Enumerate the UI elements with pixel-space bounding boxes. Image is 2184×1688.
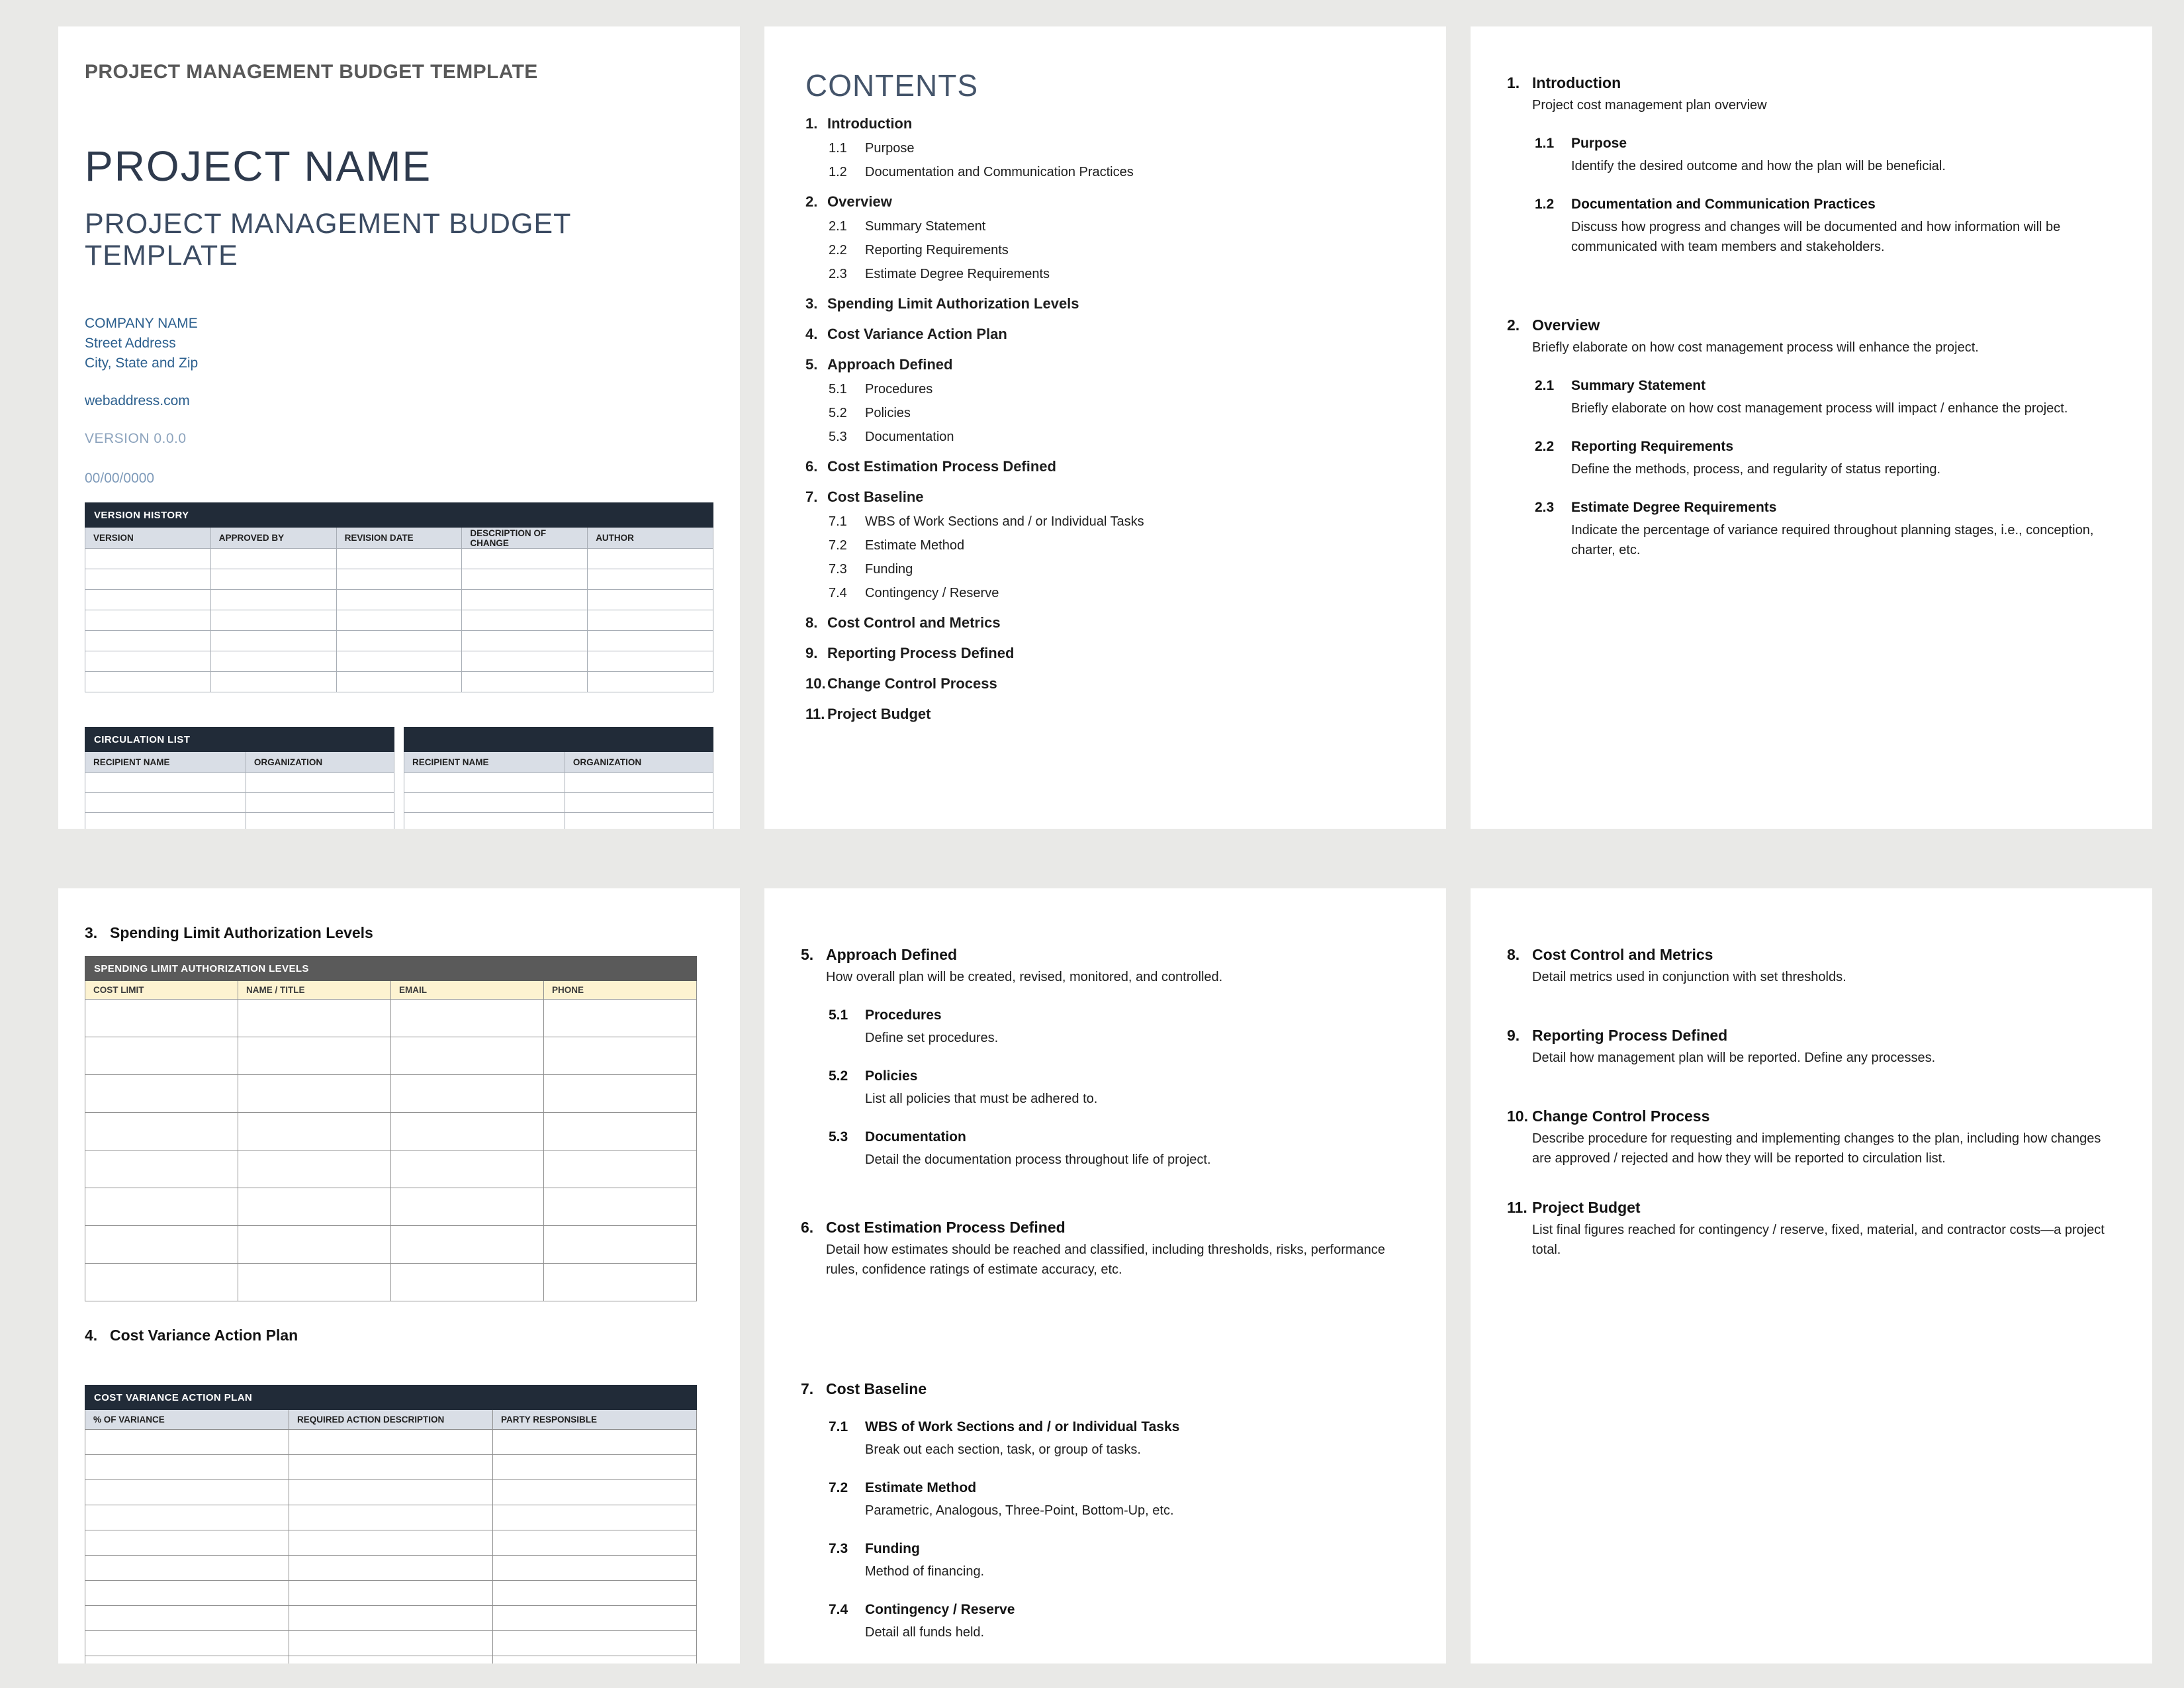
subsection-number: 7.2 xyxy=(829,1480,848,1495)
section-heading xyxy=(1507,945,2113,964)
section-title: Introduction xyxy=(1532,74,1621,91)
subsection-heading xyxy=(829,1600,1400,1620)
subsection-documentation xyxy=(801,1127,1400,1170)
subsection-body: Method of financing. xyxy=(865,1564,985,1579)
toc-item-number: 7. xyxy=(805,489,818,505)
toc-item-number: 5.1 xyxy=(829,382,847,397)
subsection-heading xyxy=(1535,498,2106,518)
column-header: COST LIMIT xyxy=(85,981,238,1000)
column-header: VERSION xyxy=(85,528,211,549)
subsection-estimate-degree-requirements xyxy=(1507,498,2106,560)
version-history-empty-rows xyxy=(85,549,713,692)
version-label: VERSION 0.0.0 xyxy=(85,431,187,446)
page-introduction-overview xyxy=(1471,26,2152,829)
section-number: 8. xyxy=(1507,946,1520,963)
toc-item-label: Estimate Degree Requirements xyxy=(865,267,1050,281)
toc-item[interactable] xyxy=(764,326,1410,343)
subsection-body: Break out each section, task, or group of tasks. xyxy=(865,1442,1141,1457)
subsection-body: Define the methods, process, and regularity of status reporting. xyxy=(1571,462,1941,477)
subsection-heading xyxy=(829,1066,1400,1086)
version-history-title: VERSION HISTORY xyxy=(85,503,713,528)
section-title: Cost Control and Metrics xyxy=(1532,946,1713,963)
toc-item[interactable] xyxy=(764,405,1410,421)
column-header: PARTY RESPONSIBLE xyxy=(493,1410,697,1430)
contents-title: CONTENTS xyxy=(805,68,978,103)
subsection-heading xyxy=(1535,195,2106,214)
section-number: 2. xyxy=(1507,316,1520,334)
subsection-heading xyxy=(1535,376,2106,396)
subsection-body: Identify the desired outcome and how the plan will be beneficial. xyxy=(1571,159,1946,173)
toc-item-number: 8. xyxy=(805,614,818,631)
toc-item-label: Policies xyxy=(865,406,911,420)
toc-item[interactable] xyxy=(764,193,1410,211)
section-number: 7. xyxy=(801,1380,814,1397)
cost-variance-empty-rows xyxy=(85,1430,697,1664)
subsection-number: 2.1 xyxy=(1535,378,1555,393)
toc-item[interactable] xyxy=(764,561,1410,577)
toc-item-number: 2.1 xyxy=(829,219,847,234)
toc-item-number: 2.3 xyxy=(829,267,847,281)
section-number: 10. xyxy=(1507,1107,1528,1125)
column-header: AUTHOR xyxy=(588,528,713,549)
section-heading xyxy=(1507,1025,2113,1045)
subsection-heading xyxy=(829,1417,1400,1437)
column-header: DESCRIPTION OF CHANGE xyxy=(462,528,588,549)
section-introduction xyxy=(1507,73,2106,115)
toc-item-label: Cost Baseline xyxy=(827,489,924,505)
spending-limit-table-title: SPENDING LIMIT AUTHORIZATION LEVELS xyxy=(85,957,697,981)
toc-item[interactable] xyxy=(764,489,1410,506)
toc-item[interactable] xyxy=(764,140,1410,156)
section-heading xyxy=(1507,1106,2113,1126)
subsection-number: 5.2 xyxy=(829,1068,848,1084)
version-history-table xyxy=(85,502,713,692)
web-address: webaddress.com xyxy=(85,393,190,408)
toc-item-label: Introduction xyxy=(827,115,913,132)
toc-item-label: Approach Defined xyxy=(827,356,953,373)
subsection-body: Parametric, Analogous, Three-Point, Bottom-Up, etc. xyxy=(865,1503,1174,1518)
spending-limit-empty-rows xyxy=(85,1000,697,1301)
page-approach-baseline xyxy=(764,888,1446,1664)
section-number: 3. xyxy=(85,924,98,941)
toc-item[interactable] xyxy=(764,266,1410,282)
column-header: PHONE xyxy=(544,981,697,1000)
section-number: 4. xyxy=(85,1327,98,1344)
subsection-contingency-reserve xyxy=(801,1600,1400,1642)
toc-item-label: Procedures xyxy=(865,382,933,397)
subsection-documentation-communication xyxy=(1507,195,2106,257)
toc-item-number: 5.3 xyxy=(829,430,847,444)
section-title: Reporting Process Defined xyxy=(1532,1027,1728,1044)
subsection-purpose xyxy=(1507,134,2106,176)
subsection-procedures xyxy=(801,1006,1400,1048)
subsection-title: WBS of Work Sections and / or Individual Tasks xyxy=(865,1419,1180,1434)
section-change-control xyxy=(1507,1106,2113,1168)
column-header: EMAIL xyxy=(391,981,544,1000)
subsection-title: Policies xyxy=(865,1068,918,1084)
subsection-title: Estimate Degree Requirements xyxy=(1571,500,1777,515)
section-body: Project cost management plan overview xyxy=(1532,98,1767,113)
toc-item-label: Documentation and Communication Practices xyxy=(865,165,1134,179)
toc-item-label: Change Control Process xyxy=(827,675,997,692)
toc-item-number: 1.1 xyxy=(829,141,847,156)
toc-item[interactable] xyxy=(764,538,1410,553)
subsection-number: 7.3 xyxy=(829,1541,848,1556)
column-header: ORGANIZATION xyxy=(565,752,713,773)
toc-item-label: WBS of Work Sections and / or Individual Tasks xyxy=(865,514,1144,529)
circulation-empty-rows xyxy=(85,773,394,829)
toc-item-label: Overview xyxy=(827,193,892,210)
subsection-title: Purpose xyxy=(1571,136,1627,151)
spending-limit-table xyxy=(85,956,697,1301)
section-body: How overall plan will be created, revised, monitored, and controlled. xyxy=(826,970,1223,984)
section-project-budget xyxy=(1507,1197,2113,1260)
column-header: ORGANIZATION xyxy=(246,752,394,773)
section-number: 9. xyxy=(1507,1027,1520,1044)
column-header: REVISION DATE xyxy=(336,528,462,549)
toc-item[interactable] xyxy=(764,429,1410,445)
section-title: Approach Defined xyxy=(826,946,958,963)
toc-item-number: 11. xyxy=(805,706,825,722)
section-number: 5. xyxy=(801,946,814,963)
section-heading xyxy=(801,1379,1400,1399)
toc-item[interactable] xyxy=(764,514,1410,530)
section-body: Detail metrics used in conjunction with set thresholds. xyxy=(1532,970,1846,984)
subsection-body: Define set procedures. xyxy=(865,1031,999,1045)
section-heading xyxy=(801,945,1400,964)
section-body: Describe procedure for requesting and implementing changes to the plan, including how changes are approved / rejected and how they will be reported to circulation list. xyxy=(1532,1131,2101,1166)
subsection-title: Documentation and Communication Practices xyxy=(1571,197,1876,212)
toc-item[interactable] xyxy=(764,295,1410,312)
circulation-title-spacer xyxy=(404,727,713,752)
table-of-contents xyxy=(764,115,1410,723)
project-name-title: PROJECT NAME xyxy=(85,142,432,190)
section-heading xyxy=(1507,73,2106,93)
toc-item-number: 5. xyxy=(805,356,818,373)
subsection-estimate-method xyxy=(801,1478,1400,1521)
section-cost-control-metrics xyxy=(1507,945,2113,987)
toc-item[interactable] xyxy=(764,645,1410,662)
cost-variance-table xyxy=(85,1385,697,1664)
subsection-heading xyxy=(829,1478,1400,1498)
toc-item-label: Cost Variance Action Plan xyxy=(827,326,1007,342)
subsection-heading xyxy=(1535,134,2106,154)
toc-item[interactable] xyxy=(764,585,1410,601)
subsection-funding xyxy=(801,1539,1400,1581)
section-title: Change Control Process xyxy=(1532,1107,1710,1125)
toc-item-number: 2.2 xyxy=(829,243,847,258)
section-title: Cost Estimation Process Defined xyxy=(826,1219,1066,1236)
section-body: Detail how management plan will be reported. Define any processes. xyxy=(1532,1051,1936,1065)
section-title: Overview xyxy=(1532,316,1600,334)
circulation-list xyxy=(85,727,713,829)
column-header: APPROVED BY xyxy=(210,528,336,549)
subsection-heading xyxy=(829,1006,1400,1025)
section-title: Cost Baseline xyxy=(826,1380,927,1397)
section-title: Cost Variance Action Plan xyxy=(110,1327,298,1344)
section-cost-estimation xyxy=(801,1217,1400,1280)
toc-item-label: Summary Statement xyxy=(865,219,986,234)
toc-item-number: 7.4 xyxy=(829,586,847,600)
subsection-title: Funding xyxy=(865,1541,920,1556)
toc-item[interactable] xyxy=(764,115,1410,132)
subsection-heading xyxy=(829,1539,1400,1559)
toc-item-label: Spending Limit Authorization Levels xyxy=(827,295,1079,312)
toc-item[interactable] xyxy=(764,614,1410,632)
subsection-body: Detail the documentation process throughout life of project. xyxy=(865,1152,1211,1167)
subsection-number: 7.1 xyxy=(829,1419,848,1434)
toc-item-label: Documentation xyxy=(865,430,954,444)
toc-item-number: 1.2 xyxy=(829,165,847,179)
subsection-body: Indicate the percentage of variance required throughout planning stages, i.e., conception, charter, etc. xyxy=(1571,523,2094,557)
toc-item-label: Purpose xyxy=(865,141,915,156)
toc-item[interactable] xyxy=(764,242,1410,258)
subsection-title: Documentation xyxy=(865,1129,966,1145)
date-label: 00/00/0000 xyxy=(85,471,155,486)
subsection-heading xyxy=(829,1127,1400,1147)
subsection-body: Detail all funds held. xyxy=(865,1625,985,1640)
toc-item-label: Contingency / Reserve xyxy=(865,586,999,600)
toc-item[interactable] xyxy=(764,706,1410,723)
circulation-empty-rows xyxy=(404,773,713,829)
column-header: NAME / TITLE xyxy=(238,981,391,1000)
city-state-zip: City, State and Zip xyxy=(85,355,199,371)
toc-item[interactable] xyxy=(764,381,1410,397)
toc-item-label: Reporting Requirements xyxy=(865,243,1009,258)
section-reporting-process xyxy=(1507,1025,2113,1068)
section-heading xyxy=(1507,315,2106,335)
template-subtitle: PROJECT MANAGEMENT BUDGET TEMPLATE xyxy=(85,208,571,271)
subsection-number: 2.2 xyxy=(1535,439,1555,454)
section-body: Detail how estimates should be reached and classified, including thresholds, risks, performance rules, confidence ratings of estimate accuracy, etc. xyxy=(826,1243,1385,1277)
toc-item-number: 5.2 xyxy=(829,406,847,420)
column-header: % OF VARIANCE xyxy=(85,1410,289,1430)
section-title: Spending Limit Authorization Levels xyxy=(110,924,373,941)
toc-item[interactable] xyxy=(764,218,1410,234)
toc-item-label: Project Budget xyxy=(827,706,931,722)
toc-item-label: Funding xyxy=(865,562,913,577)
subsection-title: Summary Statement xyxy=(1571,378,1706,393)
column-header: RECIPIENT NAME xyxy=(404,752,565,773)
subsection-title: Contingency / Reserve xyxy=(865,1602,1015,1617)
subsection-title: Reporting Requirements xyxy=(1571,439,1734,454)
subsection-number: 2.3 xyxy=(1535,500,1555,515)
subsection-title: Procedures xyxy=(865,1008,942,1023)
section-heading-spending-limit xyxy=(85,923,697,943)
subsection-policies xyxy=(801,1066,1400,1109)
toc-item-number: 7.3 xyxy=(829,562,847,577)
toc-item[interactable] xyxy=(764,164,1410,180)
circulation-table-left xyxy=(85,727,394,829)
toc-item-number: 3. xyxy=(805,295,818,312)
circulation-table-right xyxy=(404,727,713,829)
toc-item-number: 4. xyxy=(805,326,818,342)
toc-item-number: 7.1 xyxy=(829,514,847,529)
subsection-reporting-requirements xyxy=(1507,437,2106,479)
section-number: 6. xyxy=(801,1219,814,1236)
toc-item-label: Estimate Method xyxy=(865,538,965,553)
page-control-reporting-budget xyxy=(1471,888,2152,1664)
toc-item-number: 1. xyxy=(805,115,818,132)
toc-item[interactable] xyxy=(764,458,1410,475)
toc-item-number: 2. xyxy=(805,193,818,210)
subsection-wbs xyxy=(801,1417,1400,1460)
toc-item-label: Reporting Process Defined xyxy=(827,645,1015,661)
section-number: 1. xyxy=(1507,74,1520,91)
subsection-number: 1.2 xyxy=(1535,197,1555,212)
subsection-heading xyxy=(1535,437,2106,457)
circulation-title: CIRCULATION LIST xyxy=(85,727,394,752)
section-heading xyxy=(801,1217,1400,1237)
subsection-body: List all policies that must be adhered to. xyxy=(865,1092,1098,1106)
toc-item-number: 6. xyxy=(805,458,818,475)
toc-item-label: Cost Estimation Process Defined xyxy=(827,458,1056,475)
subsection-number: 7.4 xyxy=(829,1602,848,1617)
company-name: COMPANY NAME xyxy=(85,316,198,331)
company-block xyxy=(85,314,713,373)
subsection-number: 1.1 xyxy=(1535,136,1555,151)
section-number: 11. xyxy=(1507,1199,1527,1216)
toc-item-number: 9. xyxy=(805,645,818,661)
subsection-summary-statement xyxy=(1507,376,2106,418)
street-address: Street Address xyxy=(85,336,176,351)
subsection-body: Discuss how progress and changes will be documented and how information will be communicated with team members and stakeholders. xyxy=(1571,220,2061,254)
section-cost-baseline xyxy=(801,1379,1400,1399)
section-overview xyxy=(1507,315,2106,357)
subsection-number: 5.3 xyxy=(829,1129,848,1145)
doc-type-label: PROJECT MANAGEMENT BUDGET TEMPLATE xyxy=(85,61,538,83)
section-title: Project Budget xyxy=(1532,1199,1641,1216)
column-header: REQUIRED ACTION DESCRIPTION xyxy=(289,1410,493,1430)
toc-item[interactable] xyxy=(764,675,1410,692)
section-heading-cost-variance xyxy=(85,1325,697,1345)
toc-item-number: 7.2 xyxy=(829,538,847,553)
toc-item-number: 10. xyxy=(805,675,826,692)
subsection-title: Estimate Method xyxy=(865,1480,977,1495)
toc-item-label: Cost Control and Metrics xyxy=(827,614,1001,631)
page-authorization-variance xyxy=(58,888,740,1664)
section-body: Briefly elaborate on how cost management process will enhance the project. xyxy=(1532,340,1979,355)
section-approach-defined xyxy=(801,945,1400,987)
page-cover xyxy=(58,26,740,829)
page-contents xyxy=(764,26,1446,829)
column-header: RECIPIENT NAME xyxy=(85,752,246,773)
subsection-number: 5.1 xyxy=(829,1008,848,1023)
section-body: List final figures reached for contingency / reserve, fixed, material, and contractor costs—a project total. xyxy=(1532,1223,2105,1257)
subsection-body: Briefly elaborate on how cost management process will impact / enhance the project. xyxy=(1571,401,2068,416)
toc-item[interactable] xyxy=(764,356,1410,373)
section-heading xyxy=(1507,1197,2113,1217)
cost-variance-table-title: COST VARIANCE ACTION PLAN xyxy=(85,1385,697,1410)
